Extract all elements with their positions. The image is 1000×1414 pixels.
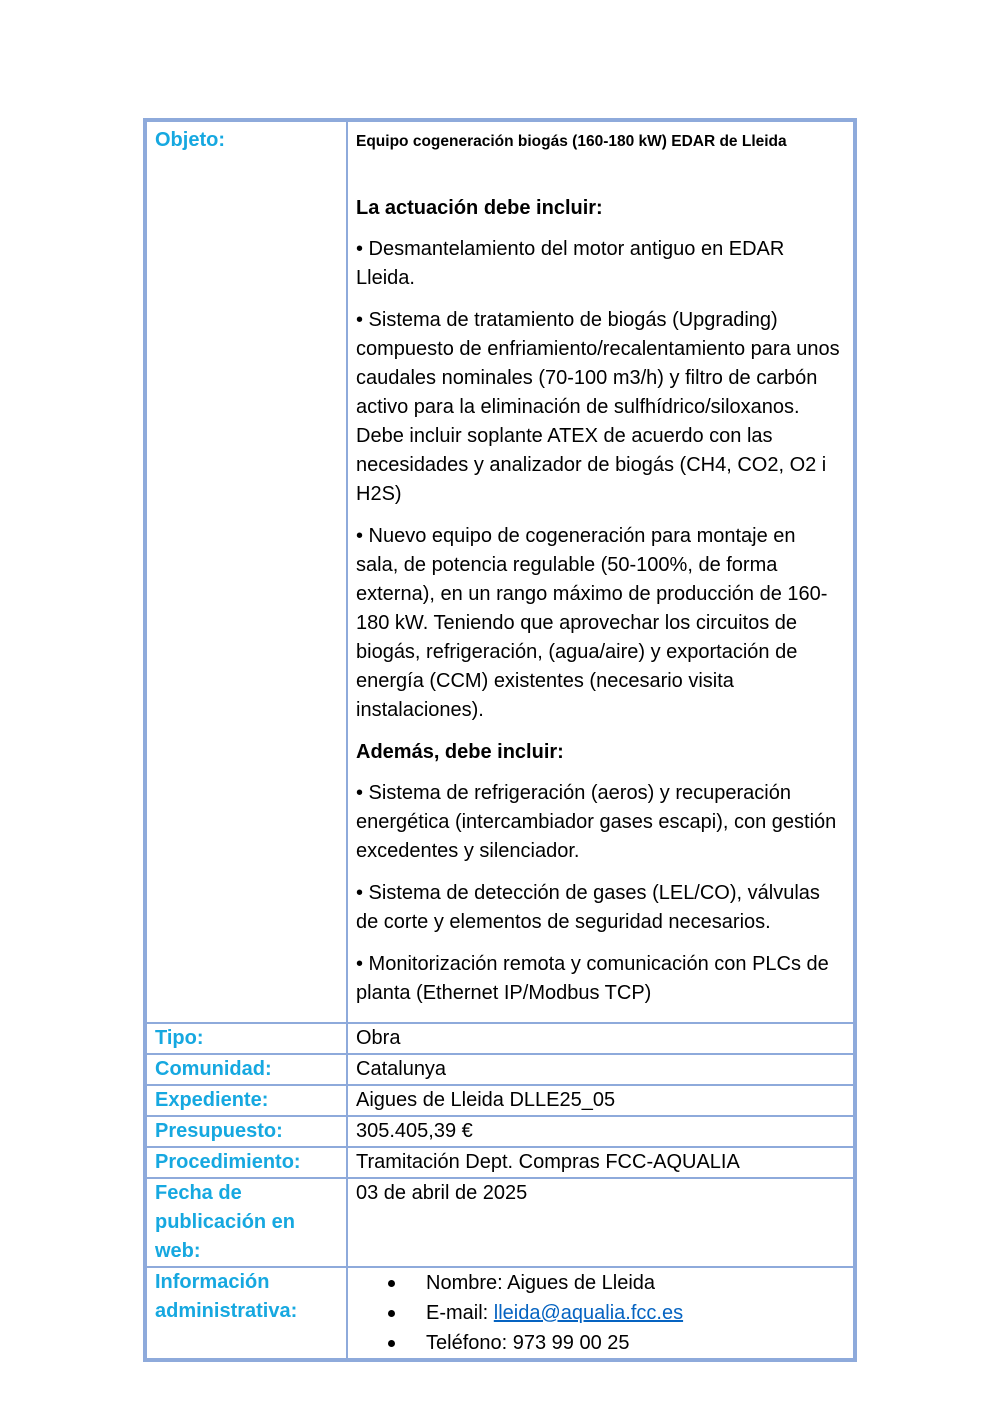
comunidad-label: Comunidad:	[146, 1054, 347, 1085]
info-list	[356, 1268, 845, 1358]
tipo-label: Tipo:	[146, 1023, 347, 1054]
info-label: Información administrativa:	[146, 1267, 347, 1359]
presupuesto-label: Presupuesto:	[146, 1116, 347, 1147]
info-value	[347, 1267, 854, 1359]
info-email	[388, 1298, 845, 1328]
procedimiento-value: Tramitación Dept. Compras FCC-AQUALIA	[347, 1147, 854, 1178]
expediente-label: Expediente:	[146, 1085, 347, 1116]
extra-heading: Además, debe incluir:	[356, 741, 564, 763]
row-objeto	[146, 121, 854, 1023]
objeto-label: Objeto:	[146, 121, 347, 1023]
presupuesto-value: 305.405,39 €	[347, 1116, 854, 1147]
row-procedimiento	[146, 1147, 854, 1178]
info-telefono: Teléfono: 973 99 00 25	[388, 1328, 845, 1358]
objeto-title: Equipo cogeneración biogás (160-180 kW) EDAR de Lleida	[356, 133, 787, 150]
row-expediente	[146, 1085, 854, 1116]
intro-heading: La actuación debe incluir:	[356, 197, 603, 219]
email-link[interactable]: lleida@aqualia.fcc.es	[493, 1302, 684, 1324]
scope-item-1: • Desmantelamiento del motor antiguo en EDAR Lleida.	[356, 238, 785, 289]
fecha-label: Fecha de publicación en web:	[146, 1178, 347, 1267]
row-fecha	[146, 1178, 854, 1267]
extra-item-2: • Sistema de detección de gases (LEL/CO), válvulas de corte y elementos de seguridad necesarios.	[356, 882, 820, 933]
row-presupuesto	[146, 1116, 854, 1147]
email-prefix: E-mail:	[426, 1302, 494, 1324]
comunidad-value: Catalunya	[347, 1054, 854, 1085]
expediente-value: Aigues de Lleida DLLE25_05	[347, 1085, 854, 1116]
row-tipo	[146, 1023, 854, 1054]
tipo-value: Obra	[347, 1023, 854, 1054]
tender-details-table	[143, 118, 857, 1362]
procedimiento-label: Procedimiento:	[146, 1147, 347, 1178]
fecha-value: 03 de abril de 2025	[347, 1178, 854, 1267]
extra-item-1: • Sistema de refrigeración (aeros) y recuperación energética (intercambiador gases escapi), con gestión excedentes y silenciador.	[356, 782, 837, 862]
info-nombre: Nombre: Aigues de Lleida	[388, 1268, 845, 1298]
scope-item-2: • Sistema de tratamiento de biogás (Upgrading) compuesto de enfriamiento/recalentamiento para unos caudales nominales (70-100 m3/h) y filtro de carbón activo para la eliminación de sulfhídrico/siloxanos. Debe incluir soplante ATEX de acuerdo con las necesidades y analizador de biogás (CH4, CO2, O2 i H2S)	[356, 309, 840, 505]
extra-item-3: • Monitorización remota y comunicación con PLCs de planta (Ethernet IP/Modbus TCP)	[356, 953, 829, 1004]
scope-item-3: • Nuevo equipo de cogeneración para montaje en sala, de potencia regulable (50-100%, de forma externa), en un rango máximo de producción de 160-180 kW. Teniendo que aprovechar los circuitos de biogás, refrigeración, (agua/aire) y exportación de energía (CCM) existentes (necesario visita instalaciones).	[356, 525, 828, 721]
row-info	[146, 1267, 854, 1359]
row-comunidad	[146, 1054, 854, 1085]
objeto-value	[347, 121, 854, 1023]
